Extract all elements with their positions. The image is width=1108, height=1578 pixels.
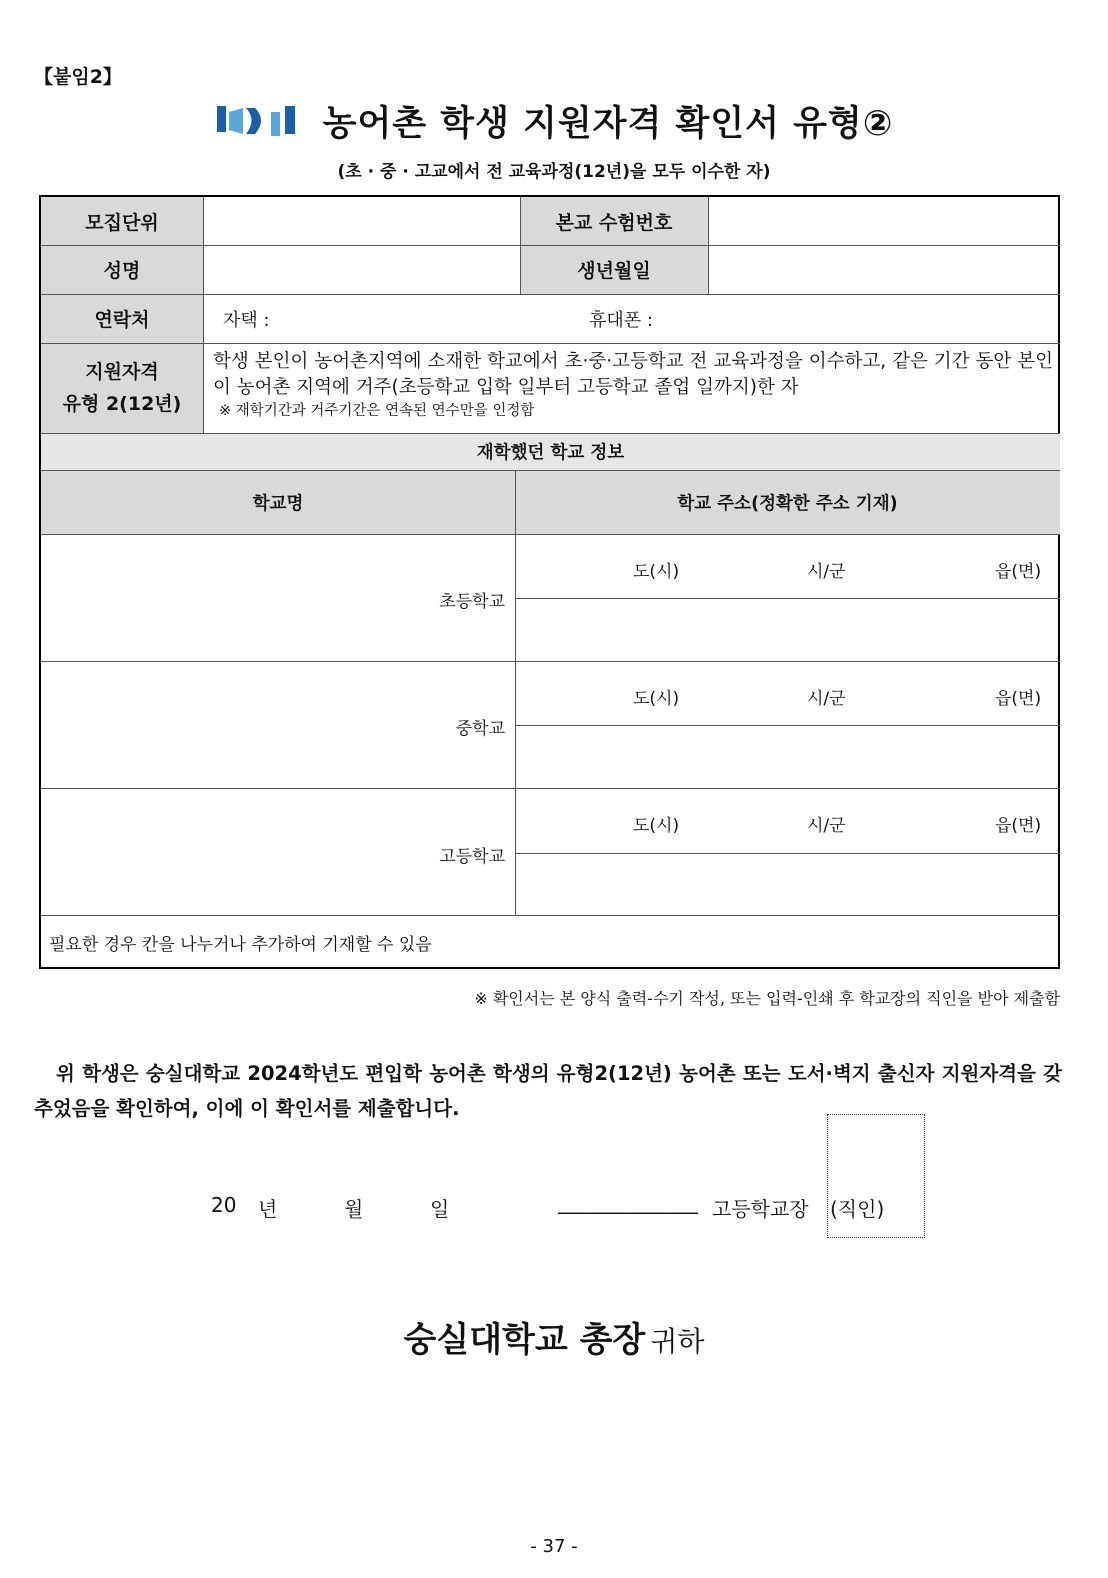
exam-number-field[interactable]	[708, 197, 1060, 245]
qualification-description	[213, 349, 1053, 421]
grid-line	[41, 915, 1060, 916]
home-phone-label: 자택 :	[223, 309, 270, 331]
exam-number-label: 본교 수험번호	[520, 197, 708, 245]
attachment-label: 【붙임2】	[34, 66, 122, 88]
title-area	[0, 96, 1108, 146]
date-day-label: 일	[430, 1197, 450, 1221]
date-month-label: 월	[344, 1197, 364, 1221]
grid-line	[520, 197, 521, 294]
page-number: - 37 -	[530, 1536, 578, 1557]
school-info-header: 재학했던 학교 정보	[41, 433, 1060, 470]
elementary-school-label: 초등학교	[439, 592, 505, 612]
principal-title: 고등학교장	[712, 1197, 809, 1221]
grid-line	[515, 470, 516, 915]
page-subtitle: (초 · 중 · 고교에서 전 교육과정(12년)을 모두 이수한 자)	[337, 162, 771, 182]
birth-date-label: 생년월일	[520, 245, 708, 294]
qualification-label	[41, 343, 203, 433]
high-city-label: 시/군	[807, 816, 846, 836]
grid-line	[708, 197, 709, 294]
middle-school-name-field[interactable]	[41, 661, 515, 788]
addressee-main: 숭실대학교 총장	[403, 1320, 646, 1360]
middle-school-label: 중학교	[455, 719, 505, 739]
contact-label: 연락처	[41, 294, 203, 343]
elementary-town-label: 읍(면)	[995, 562, 1042, 582]
mobile-phone-label: 휴대폰 :	[589, 309, 653, 331]
grid-line	[41, 245, 1060, 246]
high-town-label: 읍(면)	[995, 816, 1042, 836]
grid-line	[515, 725, 1060, 726]
qualification-note: ※ 재학기간과 거주기간은 연속된 연수만을 인정함	[219, 403, 535, 419]
grid-line	[203, 197, 204, 433]
grid-line	[515, 853, 1060, 854]
addressee	[0, 1312, 1108, 1361]
elementary-city-label: 시/군	[807, 562, 846, 582]
grid-line	[41, 433, 1060, 434]
confirmation-statement: 위 학생은 숭실대학교 2024학년도 편입학 농어촌 학생의 유형2(12년) 농어촌 또는 도서·벽지 출신자 지원자격을 갖추었음을 확인하여, 이에 이 확인서를 제출합니다.	[34, 1062, 1062, 1120]
name-field[interactable]	[203, 245, 520, 294]
recruit-unit-label: 모집단위	[41, 197, 203, 245]
grid-line	[41, 534, 1060, 535]
date-year-prefix: 20	[211, 1193, 237, 1217]
recruit-unit-field[interactable]	[203, 197, 520, 245]
university-logo	[215, 102, 305, 140]
elementary-address-detail-field[interactable]	[515, 598, 1060, 661]
seal-label: (직인)	[830, 1197, 885, 1221]
grid-line	[41, 343, 1060, 344]
page-title-row	[215, 96, 894, 146]
elementary-province-label: 도(시)	[633, 562, 680, 582]
page-title: 농어촌 학생 지원자격 확인서 유형②	[322, 104, 894, 144]
school-name-header: 학교명	[41, 470, 515, 534]
grid-line	[41, 470, 1060, 471]
signature-blank[interactable]: ______________	[558, 1190, 698, 1214]
grid-line	[41, 661, 1060, 662]
qualification-label-line1: 지원자격	[85, 361, 159, 383]
high-province-label: 도(시)	[633, 816, 680, 836]
birth-date-field[interactable]	[708, 245, 1060, 294]
form-footer-note: 필요한 경우 칸을 나누거나 추가하여 기재할 수 있음	[49, 934, 432, 955]
date-year-label: 년	[258, 1197, 278, 1221]
addressee-suffix: 귀하	[650, 1325, 705, 1358]
application-form	[39, 195, 1060, 969]
middle-town-label: 읍(면)	[995, 689, 1042, 709]
qualification-text: 학생 본인이 농어촌지역에 소재한 학교에서 초·중·고등학교 전 교육과정을 이수하고, 같은 기간 동안 본인이 농어촌 지역에 거주(초등학교 입학 일부터 고등학교 졸업 일까지)한 자	[213, 351, 1053, 398]
high-address-detail-field[interactable]	[515, 853, 1060, 915]
grid-line	[41, 788, 1060, 789]
middle-address-detail-field[interactable]	[515, 725, 1060, 788]
grid-line	[515, 598, 1060, 599]
middle-city-label: 시/군	[807, 689, 846, 709]
high-school-label: 고등학교	[439, 847, 505, 867]
school-address-header: 학교 주소(정확한 주소 기재)	[515, 470, 1060, 534]
grid-line	[41, 294, 1060, 295]
middle-province-label: 도(시)	[633, 689, 680, 709]
qualification-label-line2: 유형 2(12년)	[62, 393, 182, 415]
submission-note: ※ 확인서는 본 양식 출력-수기 작성, 또는 입력-인쇄 후 학교장의 직인을 받아 제출함	[474, 989, 1060, 1008]
name-label: 성명	[41, 245, 203, 294]
